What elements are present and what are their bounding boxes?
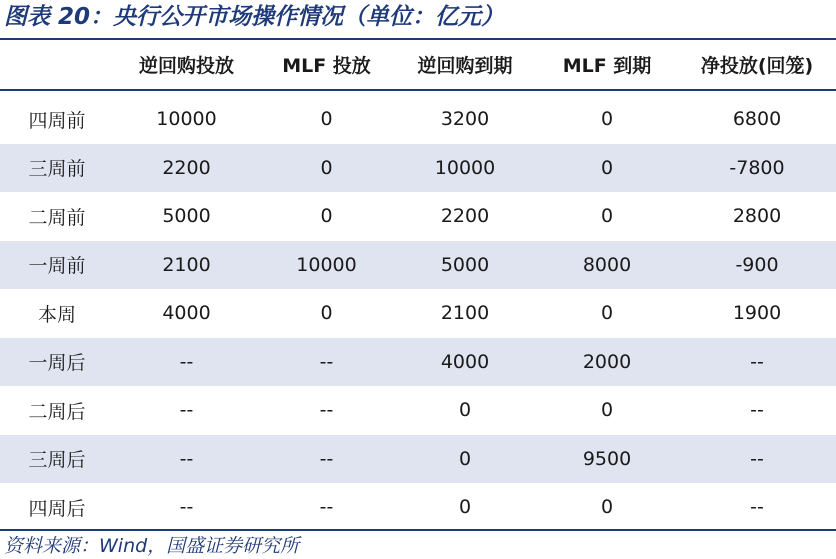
table-row: [0, 144, 836, 193]
table-cell: 9500: [582, 447, 632, 470]
table-cell: -900: [735, 253, 779, 276]
table-row: [0, 386, 836, 435]
table-cell: 10000: [434, 156, 496, 179]
table-cell: --: [319, 496, 334, 519]
table-cell: --: [319, 399, 334, 422]
header-rule: [0, 89, 836, 91]
table-cell: --: [750, 496, 764, 519]
table-cell: --: [179, 350, 194, 373]
table-row: [0, 338, 836, 387]
table-cell: 0: [320, 205, 333, 228]
table-cell: --: [750, 447, 764, 470]
table-body: [0, 95, 836, 532]
table-row: [0, 241, 836, 290]
table-cell: --: [319, 447, 334, 470]
figure-title: 图表 20：央行公开市场操作情况（单位：亿元）: [4, 4, 505, 30]
header-cell-reverse-repo-injection: 逆回购投放: [138, 55, 234, 77]
table-cell: 2200: [162, 156, 211, 179]
table-cell: 0: [458, 399, 472, 422]
table-cell: 10000: [156, 108, 217, 131]
table-cell: 1900: [732, 302, 782, 325]
table-cell: 0: [600, 205, 614, 228]
header-cell-mlf-injection: MLF 投放: [282, 55, 371, 77]
row-label: 二周后: [28, 400, 86, 423]
table-row: [0, 95, 836, 144]
table-cell: 2100: [440, 302, 490, 325]
row-label: 三周前: [28, 158, 86, 181]
table-cell: --: [750, 350, 764, 373]
source-note: 资料来源：Wind，国盛证券研究所: [4, 535, 300, 557]
table-cell: 2000: [582, 350, 632, 373]
table-cell: 0: [600, 399, 614, 422]
table-cell: -7800: [729, 156, 785, 179]
table-cell: 8000: [582, 253, 632, 276]
table-row: [0, 289, 836, 338]
header-cell-reverse-repo-maturity: 逆回购到期: [417, 55, 513, 77]
table-cell: 2800: [732, 205, 782, 228]
table-cell: --: [319, 350, 334, 373]
table-cell: 10000: [296, 253, 357, 276]
table-cell: 0: [600, 302, 614, 325]
row-label: 三周后: [28, 449, 86, 472]
table-cell: 0: [600, 156, 614, 179]
header-cell-net-injection: 净投放(回笼): [700, 55, 814, 77]
table-cell: 0: [600, 496, 614, 519]
table-cell: 0: [320, 302, 333, 325]
table-cell: 0: [458, 496, 472, 519]
table-cell: --: [179, 399, 194, 422]
table-cell: 0: [320, 108, 333, 131]
table-row: [0, 435, 836, 484]
table-cell: 3200: [440, 108, 490, 131]
table-cell: --: [179, 496, 194, 519]
table-cell: 2200: [440, 205, 490, 228]
table-cell: 0: [320, 156, 333, 179]
table-row: [0, 192, 836, 241]
table-cell: 2100: [162, 253, 211, 276]
table-cell: 4000: [162, 302, 211, 325]
row-label: 本周: [37, 303, 76, 326]
table-header: [0, 40, 836, 89]
table-row: [0, 483, 836, 532]
row-label: 一周后: [28, 352, 86, 375]
table-cell: 4000: [440, 350, 490, 373]
bottom-rule: [0, 529, 836, 531]
table-cell: 0: [600, 108, 614, 131]
table-cell: 5000: [162, 205, 211, 228]
row-label: 二周前: [28, 206, 86, 229]
row-label: 四周后: [28, 497, 86, 520]
table-cell: 6800: [732, 108, 782, 131]
table-cell: --: [179, 447, 194, 470]
table-cell: --: [750, 399, 764, 422]
header-cell-mlf-maturity: MLF 到期: [562, 55, 652, 77]
row-label: 一周前: [28, 255, 86, 278]
table-cell: 5000: [440, 253, 490, 276]
header-cell-period: [0, 40, 114, 89]
row-label: 四周前: [28, 109, 86, 132]
table-cell: 0: [458, 447, 472, 470]
